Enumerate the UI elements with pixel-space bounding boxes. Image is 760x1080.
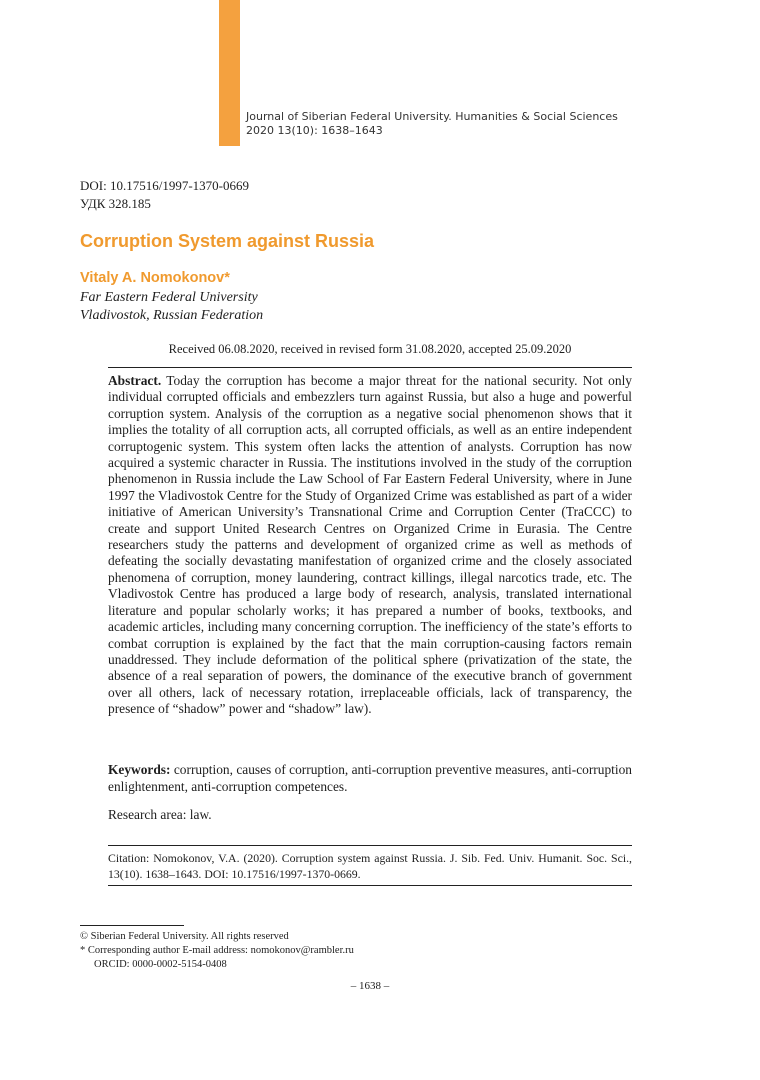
- footnote-rule: [80, 925, 184, 926]
- author-name: Vitaly A. Nomokonov*: [80, 270, 230, 286]
- abstract: [108, 373, 632, 718]
- received-dates: Received 06.08.2020, received in revised form 31.08.2020, accepted 25.09.2020: [168, 342, 572, 356]
- orcid: ORCID: 0000-0002-5154-0408: [94, 959, 227, 970]
- citation-top-rule: [108, 845, 632, 846]
- abstract-label: Abstract.: [108, 373, 162, 388]
- author-affiliation: [80, 289, 263, 324]
- journal-issue: 2020 13(10): 1638–1643: [246, 124, 383, 137]
- keywords-label: Keywords:: [108, 762, 171, 777]
- keywords: [108, 761, 632, 796]
- citation: Citation: Nomokonov, V.A. (2020). Corruption system against Russia. J. Sib. Fed. Univ. Humanit. Soc. Sci., 13(10). 1638–1643. DOI: 10.17516/1997-1370-0669.: [108, 851, 632, 881]
- research-area: Research area: law.: [108, 807, 212, 822]
- affiliation-institution: Far Eastern Federal University: [80, 290, 258, 305]
- citation-bottom-rule: [108, 885, 632, 886]
- copyright-note: © Siberian Federal University. All rights reserved: [80, 931, 289, 942]
- journal-accent-bar: [219, 0, 240, 146]
- footnotes: [80, 930, 354, 972]
- article-title: Corruption System against Russia: [80, 231, 375, 251]
- page-number: – 1638 –: [350, 980, 390, 992]
- article-identifiers: [80, 177, 249, 213]
- udk-code: УДК 328.185: [80, 196, 151, 211]
- affiliation-location: Vladivostok, Russian Federation: [80, 307, 264, 323]
- doi[interactable]: DOI: 10.17516/1997-1370-0669: [80, 178, 249, 193]
- corresponding-author-note: * Corresponding author E-mail address: nomokonov@rambler.ru: [80, 945, 354, 956]
- journal-header: [246, 110, 666, 138]
- keywords-text: corruption, causes of corruption, anti-corruption preventive measures, anti-corruption enlightenment, anti-corruption competences.: [108, 762, 632, 795]
- abstract-text: Today the corruption has become a major threat for the national security. Not only individual corrupted officials and embezzlers turn against Russia, but also a huge and powerful corruption system. Analysis of the corruption as a negative social phenomenon shows that it implies the totality of all corruption acts, all corrupted officials, as well as an entire independent corruptogenic system. This system often lacks the attention of analysts. Corruption has now acquired a systemic character in Russia. The institutions involved in the study of the corruption phenomenon in Russia include the Law School of Far Eastern Federal University, where in June 1997 the Vladivostok Centre for the Study of Organized Crime was established as part of a wider initiative of American University’s Transnational Crime and Corruption Center (TraCCC) to create and support United Research Centres on Organized Crime in Eurasia. The Centre researchers study the patterns and development of organized crime as well as methods of defeating the socially devastating manifestation of organized crime and the closely associated phenomena of corruption, money laundering, contract killings, illegal narcotics trade, etc. The Vladivostok Centre has produced a large body of research, analysis, translated international literature and popular scholarly works; it has prepared a number of books, textbooks, and academic articles, including many concerning corruption. The inefficiency of the state’s efforts to combat corruption is explained by the fact that the main corruption-causing factors remain unaddressed. They include deformation of the political sphere (privatization of the state, the absence of a real separation of powers, the dominance of the executive branch of government over all others, lack of necessary rotation, irreplaceable officials, lack of transparency, the presence of “shadow” power and “shadow” law).: [108, 373, 632, 717]
- abstract-top-rule: [108, 367, 632, 368]
- journal-name: Journal of Siberian Federal University. Humanities & Social Sciences: [246, 110, 618, 123]
